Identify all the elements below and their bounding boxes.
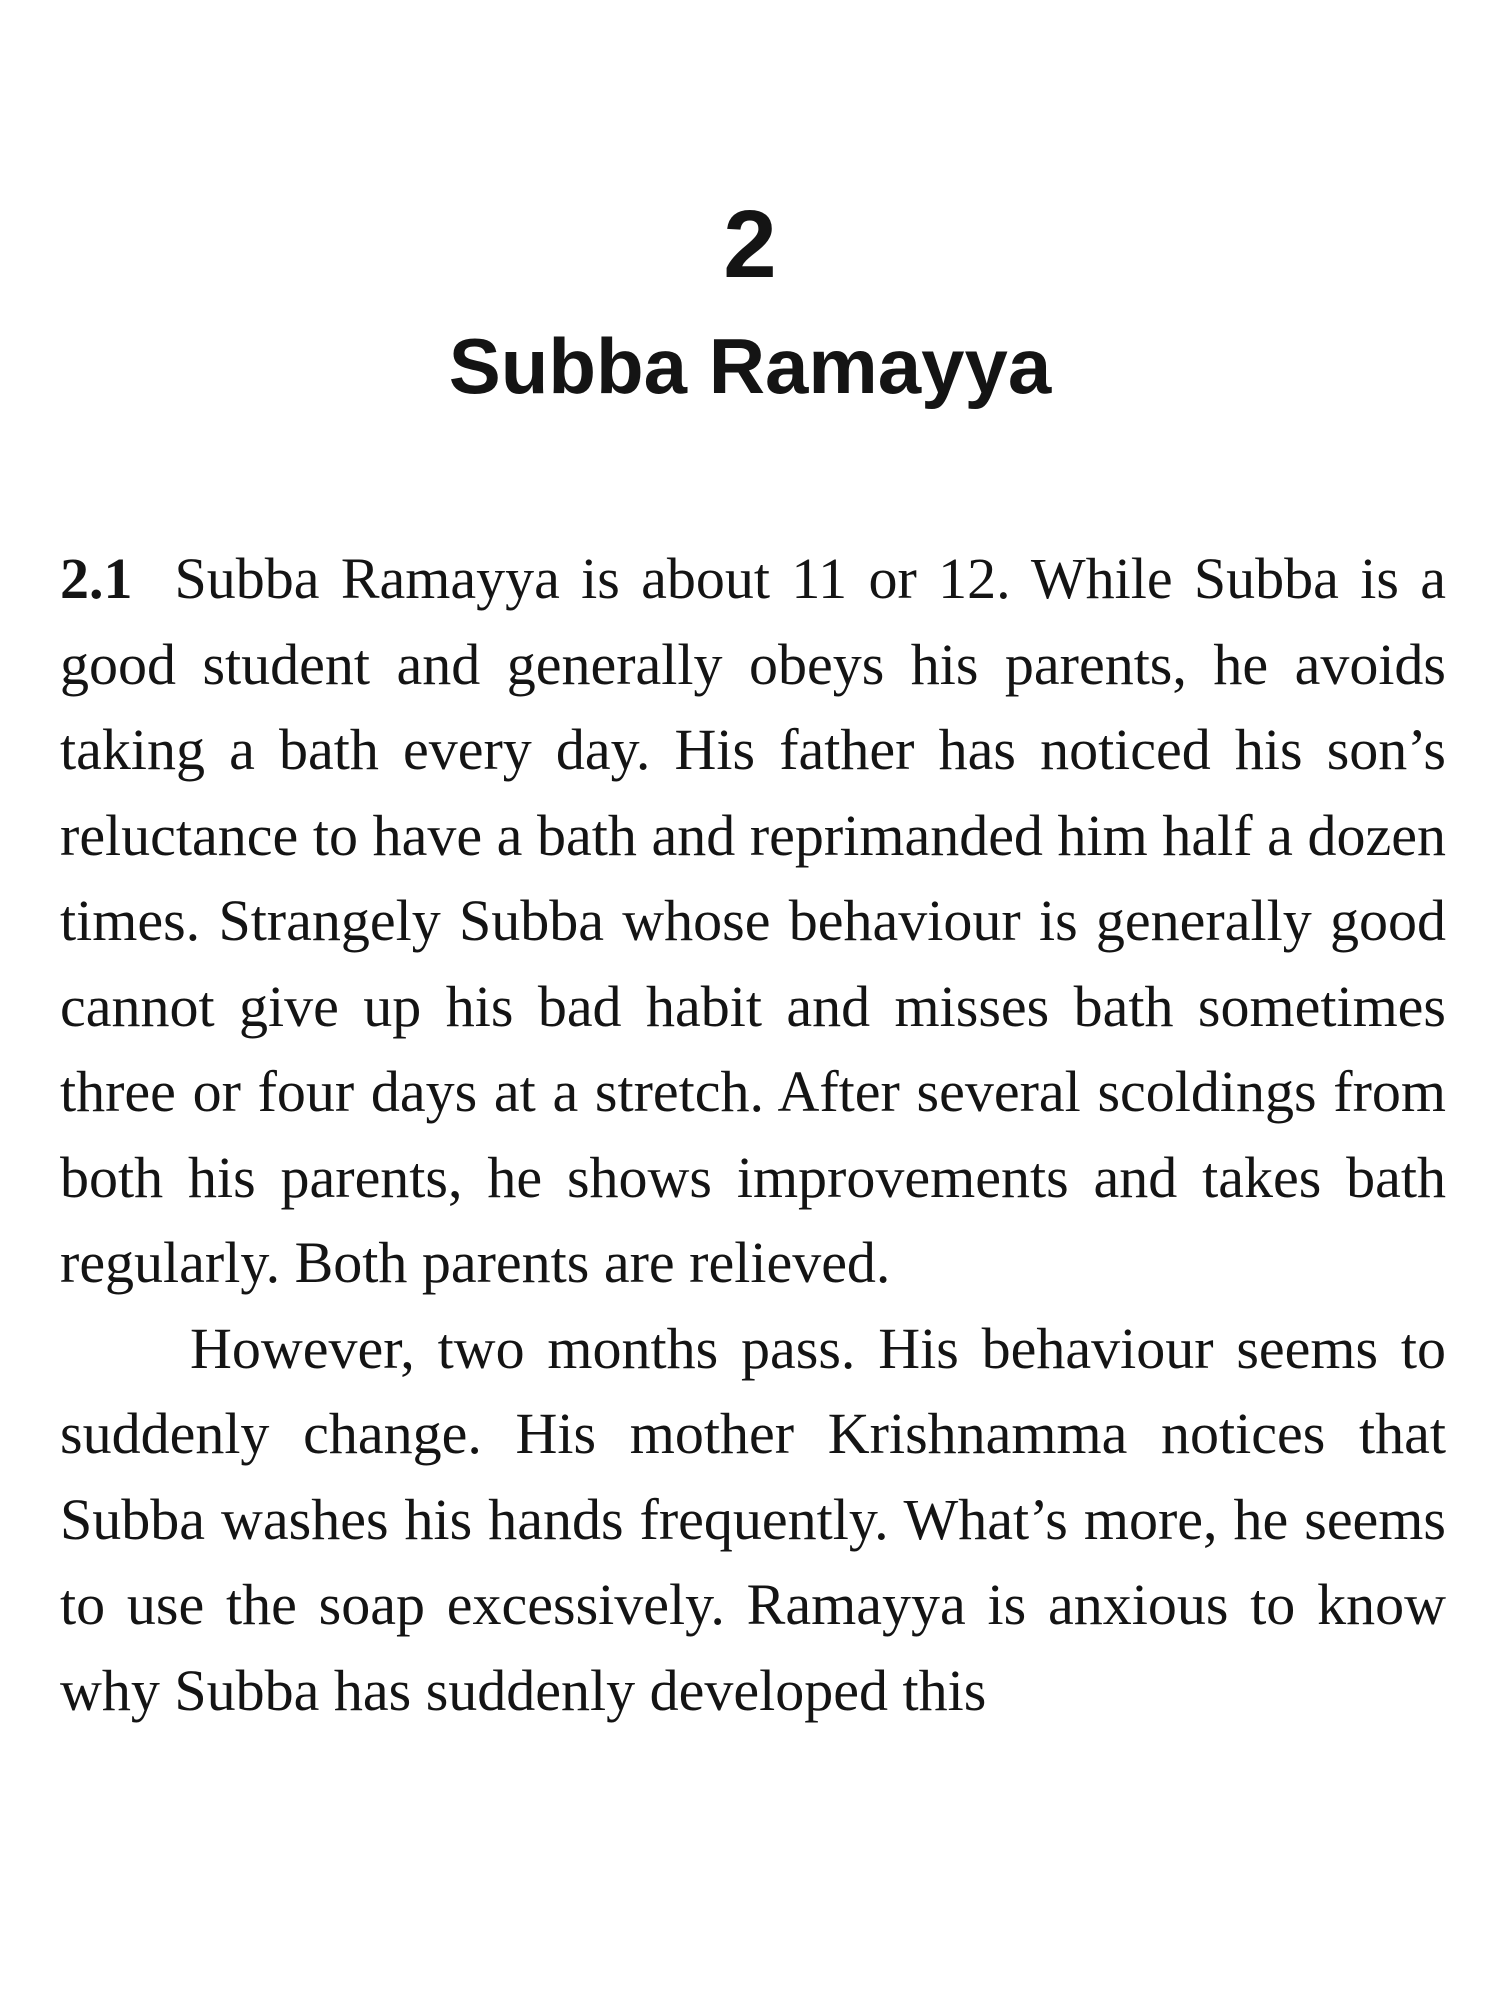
section-number: 2.1: [60, 546, 133, 611]
chapter-body: [60, 536, 1446, 1733]
paragraph-1: [60, 536, 1446, 1306]
chapter-title: Subba Ramayya: [448, 322, 1052, 410]
paragraph-2: However, two months pass. His behaviour seems to suddenly change. His mother Krishnamma notices that Subba washes his hands frequently. What’s more, he seems to use the soap excessively. Ramayya is anxious to know why Subba has suddenly developed this: [60, 1315, 1446, 1723]
chapter-number: 2: [723, 191, 777, 298]
paragraph-1-text: Subba Ramayya is about 11 or 12. While Subba is a good student and generally obeys his parents, he avoids taking a bath every day. His father has noticed his son’s reluctance to have a bath and reprimanded him half a dozen times. Strangely Subba whose behaviour is generally good cannot give up his bad habit and misses bath sometimes three or four days at a stretch. After several scoldings from both his parents, he shows improvements and takes bath regularly. Both parents are relieved.: [60, 546, 1446, 1295]
